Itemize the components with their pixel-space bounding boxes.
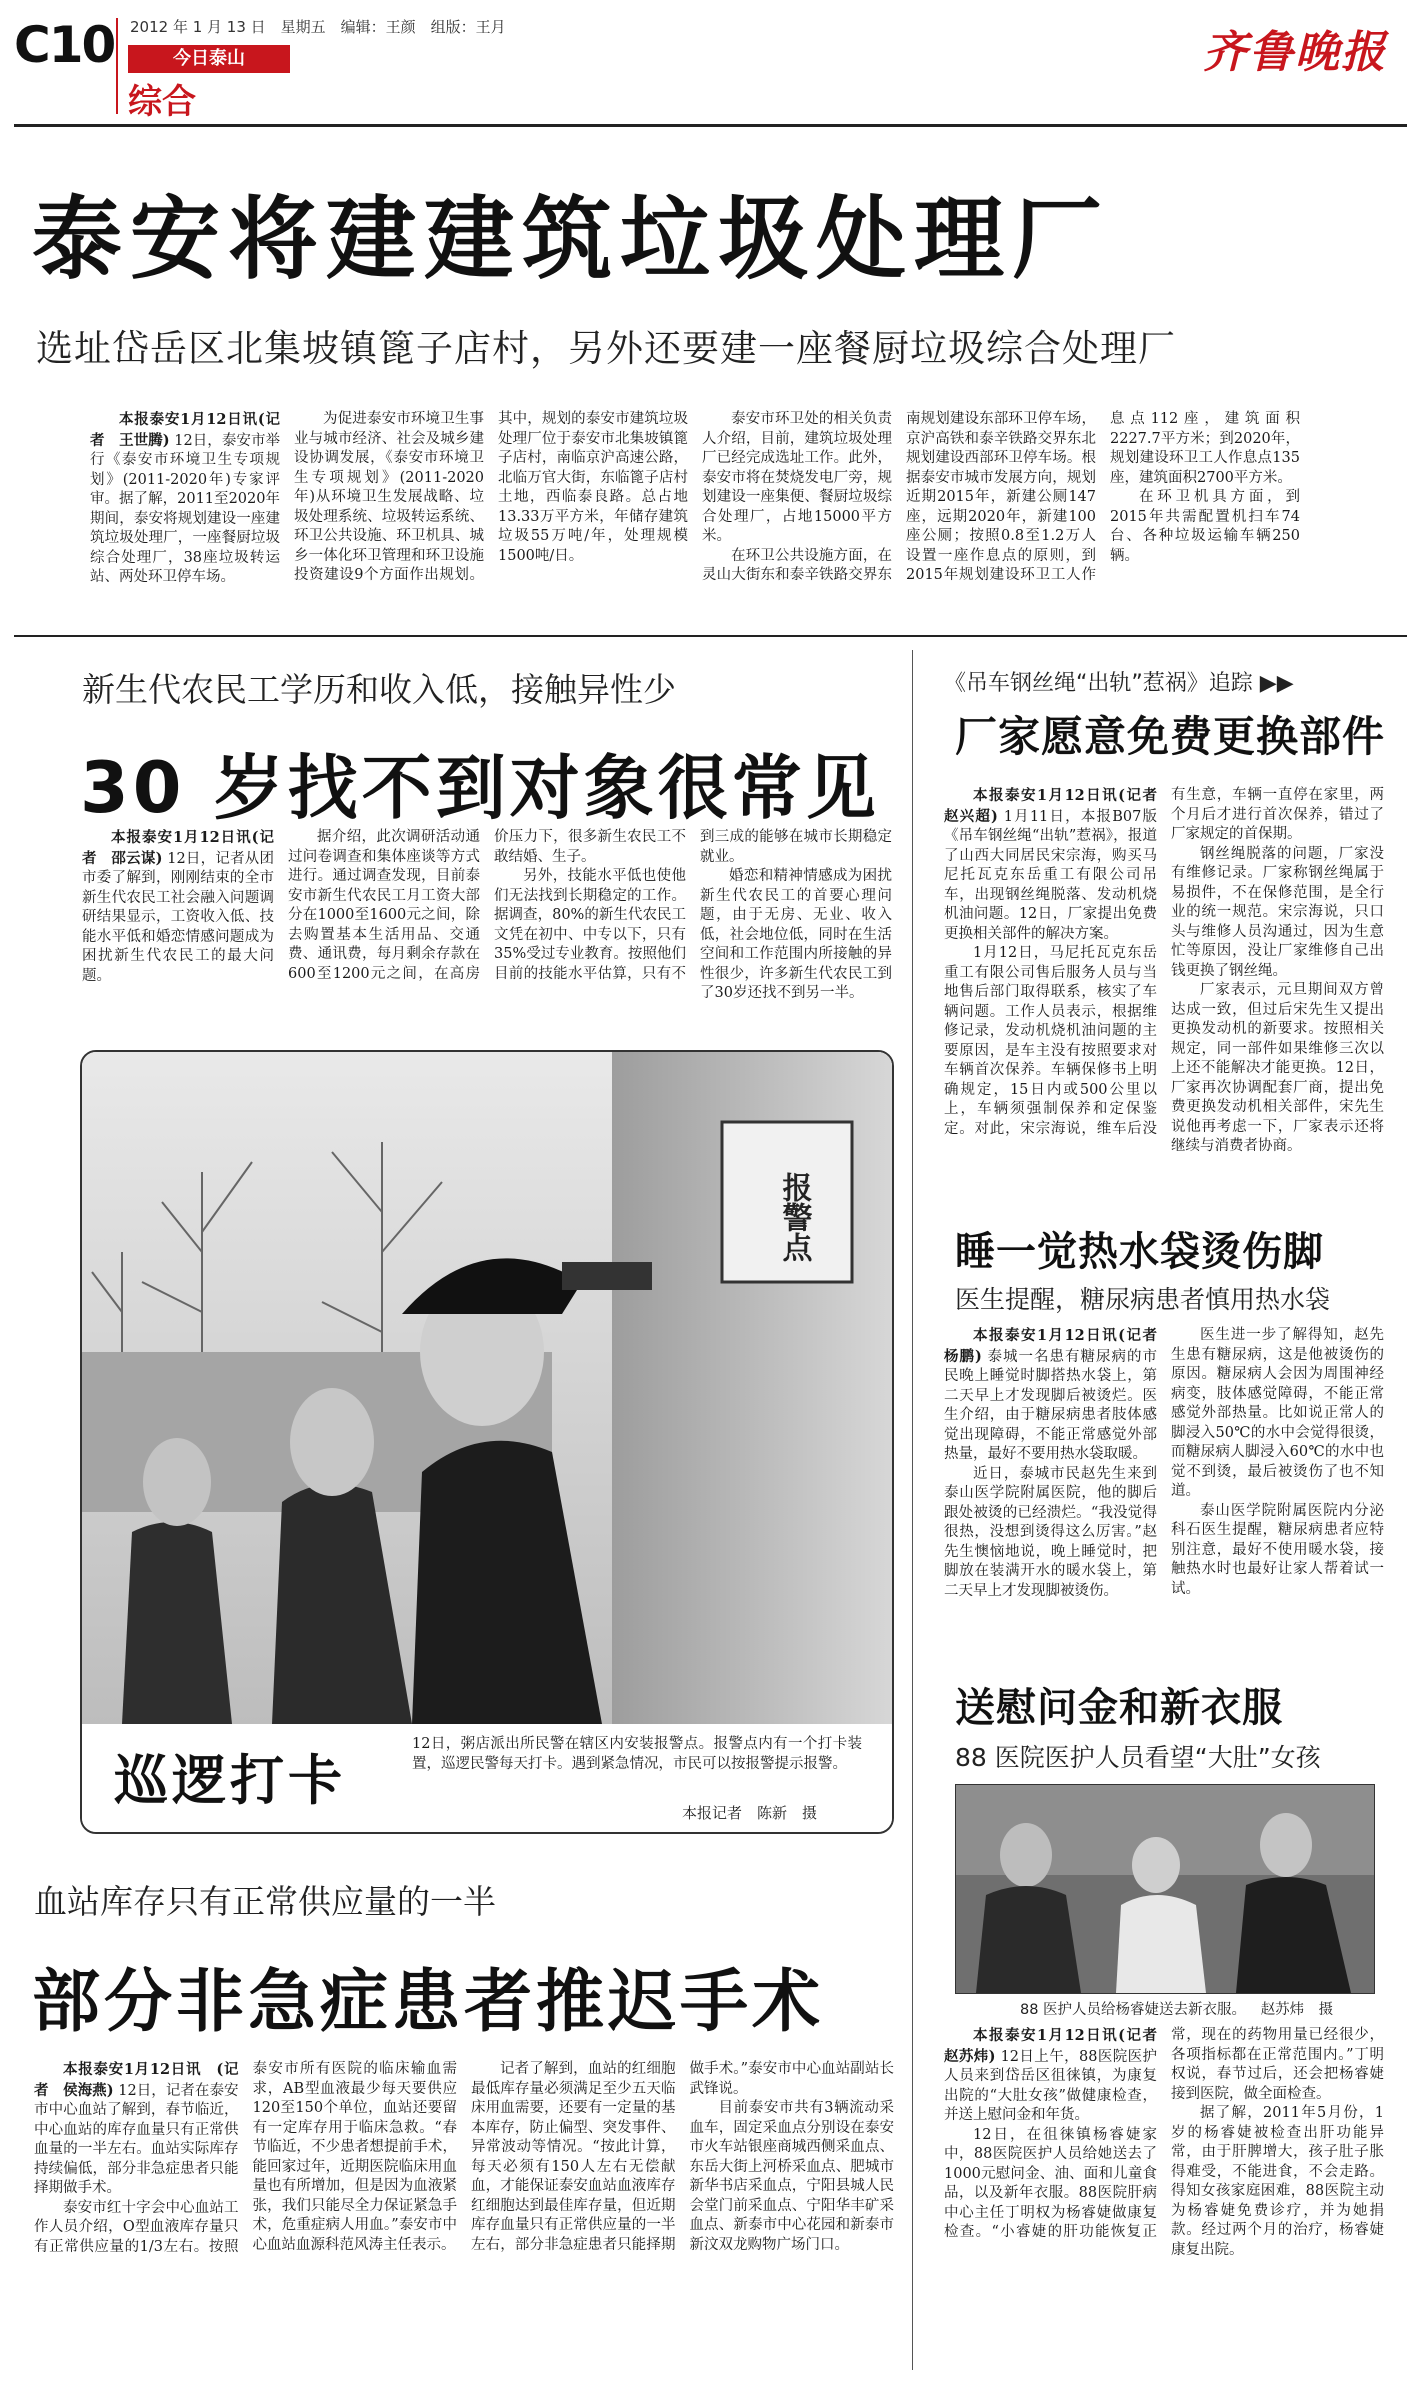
rail-b-byline: 本报泰安1月12日讯(记者 杨鹏) bbox=[944, 1327, 1172, 1365]
lead-subheadline: 选址岱岳区北集坡镇篦子店村，另外还要建一座餐厨垃圾综合处理厂 bbox=[36, 327, 1176, 370]
rail-c-headline: 送慰问金和新衣服 bbox=[955, 1685, 1283, 1731]
issue-meta: 2012 年 1 月 13 日 星期五 编辑：王颜 组版：王月 bbox=[130, 18, 506, 36]
photo1-caption-box bbox=[82, 1724, 892, 1834]
rail-c-body: 本报泰安1月12日讯(记者 赵苏炜) 12日上午，88医院医护人员来到岱岳区徂徕镇，为康复出院的“大肚女孩”做健康检查，并送上慰问金和年货。 12日，在徂徕镇杨睿婕家中，88医院医护人员给她送去了1000元慰问金、油、面和儿童食品，以及新年衣服。88医院肝病中心主任丁明权为杨睿婕做康复检查。“小睿婕的肝功能恢复正常，现在的药物用量已经很少，各项指标都在正常范围内。”丁明权说，春节过后，还会把杨睿婕接到医院，做全面检查。 据了解，2011年5月份，1岁的杨睿婕被检查出肝功能异常，由于肝脾增大，孩子肚子胀得难受，不能进食，不会走路。得知女孩家庭困难，88医院主动为杨睿婕免费诊疗，并为她捐款。经过两个月的治疗，杨睿婕康复出院。 bbox=[944, 2027, 1384, 2258]
photo1-title: 巡逻打卡 bbox=[114, 1749, 346, 1812]
photo1-frame bbox=[80, 1050, 894, 1834]
lead-headline: 泰安将建建筑垃圾处理厂 bbox=[32, 187, 1110, 292]
rail-a-kicker: 《吊车钢丝绳“出轨”惹祸》追踪 ▶▶ bbox=[944, 671, 1294, 696]
page-number: C10 bbox=[14, 16, 115, 74]
rail-c-caption-text: 88 医护人员给杨睿婕送去新衣服。 bbox=[1020, 2002, 1247, 2018]
masthead bbox=[0, 0, 1417, 130]
rail-b-headline: 睡一觉热水袋烫伤脚 bbox=[955, 1229, 1324, 1275]
photo1-credit: 本报记者 陈新 摄 bbox=[682, 1804, 818, 1822]
masthead-divider bbox=[116, 18, 118, 114]
rail-a-byline: 本报泰安1月12日讯(记者 赵兴超) bbox=[944, 787, 1172, 825]
visit-photo-new-clothes bbox=[1116, 1895, 1206, 1993]
article2-body: 本报泰安1月12日讯(记者 邵云谋) 12日，记者从团市委了解到，刚刚结束的全市新生代农民工社会融入问题调研结果显示，工资收入低、技能水平低和婚恋情感问题成为困扰新生代农民工的最大问题。 据介绍，此次调研活动通过问卷调查和集体座谈等方式进行。通过调查发现，目前泰安市新生代农民工月工资大部分在1000至1600元之间，除去购置基本生活用品、交通费、通讯费，每月剩余存款在600至1200元之间，在高房价压力下，很多新生农民工不敢结婚、生子。 另外，技能水平低也使他们无法找到长期稳定的工作。据调查，80%的新生代农民工文凭在初中、中专以下，只有35%受过专业教育。按照他们目前的技能水平估算，只有不到三成的能够在城市长期稳定就业。 婚恋和精神情感成为困扰新生代农民工的首要心理问题，由于无房、无业、收入低，社会地位低，同时在生活空间和工作范围内所接触的异性很少，许多新生代农民工到了30岁还找不到另一半。 bbox=[82, 829, 892, 1001]
article2-kicker: 新生代农民工学历和收入低，接触异性少 bbox=[82, 670, 676, 709]
photo1-caption: 12日，粥店派出所民警在辖区内安装报警点。报警点内有一个打卡装置，巡逻民警每天打卡。遇到紧急情况，市民可以按报警提示报警。 bbox=[412, 1736, 862, 1772]
section-tag: 今日泰山 bbox=[128, 45, 290, 73]
visit-photo-nurse bbox=[1260, 1813, 1312, 1877]
article3-byline: 本报泰安1月12日讯 (记者 侯海燕) bbox=[34, 2061, 239, 2099]
column-divider bbox=[912, 650, 913, 2370]
rail-a-headline: 厂家愿意免费更换部件 bbox=[955, 712, 1386, 761]
article3-kicker: 血站库存只有正常供应量的一半 bbox=[34, 1882, 496, 1921]
rail-c-credit: 赵苏炜 摄 bbox=[1260, 2002, 1334, 2018]
rail-c-subheadline: 88 医院医护人员看望“大肚”女孩 bbox=[955, 1743, 1321, 1772]
section-name: 综合 bbox=[128, 82, 196, 122]
rail-b-subheadline: 医生提醒，糖尿病患者慎用热水袋 bbox=[955, 1285, 1331, 1314]
lead-body: 本报泰安1月12日讯(记者 王世腾) 12日，泰安市举行《泰安市环境卫生专项规划》(2011-2020年)专家评审。据了解，2011至2020年期间，泰安将规划建设一座建筑垃圾处理厂，一座餐厨垃圾综合处理厂，38座垃圾转运站、两处环卫停车场。 为促进泰安市环境卫生事业与城市经济、社会及城乡建设协调发展，《泰安市环境卫生专项规划》(2011-2020年)从环境卫生发展战略、垃圾处理系统、垃圾转运系统、环卫公共设施、环卫机具、城乡一体化环卫管理和环卫设施投资建设9个方面作出规划。其中，规划的泰安市建筑垃圾处理厂位于泰安市北集坡镇篦子店村，南临京沪高速公路，北临万官大街，东临篦子店村土地，西临泰良路。总占地13.33万平方米，年储存建筑垃圾55万吨/年，处理规模1500吨/日。 泰安市环卫处的相关负责人介绍，目前，建筑垃圾处理厂已经完成选址工作。此外，泰安市将在焚烧发电厂旁，规划建设一座集便、餐厨垃圾综合处理厂，占地15000平方米。 在环卫公共设施方面，在灵山大街东和泰辛铁路交界东南规划建设东部环卫停车场，京沪高铁和泰辛铁路交界东北规划建设西部环卫停车场。根据泰安市城市发展方向，规划近期2015年，新建公厕147座，远期2020年，新建100座公厕；按照0.8至1.2万人设置一座作息点的原则，到2015年规划建设环卫工人作息点112座，建筑面积2227.7平方米；到2020年，规划建设环卫工人作息点135座，建筑面积2700平方米。 在环卫机具方面，到2015年共需配置机扫车74台、各种垃圾运输车辆250辆。 bbox=[90, 411, 1300, 585]
lead-byline: 本报泰安1月12日讯(记者 王世腾) bbox=[90, 411, 280, 449]
article3-headline: 部分非急症患者推迟手术 bbox=[32, 1963, 825, 2042]
rail-c-byline: 本报泰安1月12日讯(记者 赵苏炜) bbox=[944, 2027, 1172, 2065]
article3-body: 本报泰安1月12日讯 (记者 侯海燕) 12日，记者在泰安市中心血站了解到，春节临近，中心血站的库存血量只有正常供血量的一半左右。血站实际库存持续偏低，部分非急症患者只能择期做手术。 泰安市红十字会中心血站工作人员介绍，O型血液库存量只有正常供应量的1/3左右。按照泰安市所有医院的临床输血需求，AB型血液最少每天要供应120至150个单位，血站还要留有一定库存用于临床急救。“春节临近，不少患者想提前手术，能回家过年，近期医院临床用血量也有所增加，但是因为血液紧张，我们只能尽全力保证紧急手术，危重症病人用血。”泰安市中心血站血源科范风涛主任表示。 记者了解到，血站的红细胞最低库存量必须满足至少五天临床用血需要，还要有一定量的基本库存，防止偏型、突发事件、异常波动等情况。“按此计算，每天必须有150人左右无偿献血，才能保证泰安血站血液库存红细胞达到最佳库存量，但近期库存血量只有正常供应量的一半左右，部分非急症患者只能择期做手术。”泰安市中心血站副站长武锋说。 目前泰安市共有3辆流动采血车，固定采血点分别设在泰安市火车站银座商城西侧采血点、东岳大街上河桥采血点、肥城市新华书店采血点，宁阳县城人民会堂门前采血点、宁阳华丰矿采血点、新泰市中心花园和新泰市新汶双龙购物广场门口。 bbox=[34, 2061, 894, 2255]
visit-photo-woman-left bbox=[1000, 1823, 1052, 1887]
masthead-rule bbox=[14, 124, 1407, 127]
newspaper-logo: 齐鲁晚报 bbox=[1203, 27, 1387, 78]
rail-b-body: 本报泰安1月12日讯(记者 杨鹏) 泰城一名患有糖尿病的市民晚上睡觉时脚搭热水袋上，第二天早上才发现脚后被烫烂。医生介绍，由于糖尿病患者肢体感觉出现障碍，不能正常感觉外部热量，最好不要用热水袋取暖。 近日，泰城市民赵先生来到泰山医学院附属医院，他的脚后跟处被烫的已经溃烂。“我没觉得很热，没想到烫得这么厉害。”赵先生懊恼地说，晚上睡觉时，把脚放在装满开水的暖水袋上，第二天早上才发现脚被烫伤。 医生进一步了解得知，赵先生患有糖尿病，这是他被烫伤的原因。糖尿病人会因为周围神经病变，肢体感觉障碍，不能正常感觉外部热量。比如说正常人的脚浸入50℃的水中会觉得很烫，而糖尿病人脚浸入60℃的水中也觉不到烫，最后被烫伤了也不知道。 泰山医学院附属医院内分泌科石医生提醒，糖尿病患者应特别注意，最好不使用暖水袋，接触热水时也最好让家人帮着试一试。 bbox=[944, 1327, 1384, 1599]
patrol-photo bbox=[82, 1052, 892, 1724]
lead-bottom-rule bbox=[14, 635, 1407, 637]
photo-alarm-sign: 报警点 bbox=[776, 1172, 812, 1262]
rail-c-caption bbox=[1020, 1998, 1333, 2019]
visit-photo bbox=[955, 1784, 1375, 1994]
article2-headline: 30 岁找不到对象很常见 bbox=[80, 747, 880, 829]
article2-byline: 本报泰安1月12日讯(记者 邵云谋) bbox=[82, 829, 274, 867]
visit-photo-child bbox=[1132, 1837, 1180, 1893]
rail-a-body: 本报泰安1月12日讯(记者 赵兴超) 1月11日，本报B07版《吊车钢丝绳“出轨”惹祸》，报道了山西大同居民宋宗海，购买马尼托瓦克东岳重工有限公司吊车，出现钢丝绳脱落、发动机烧机油问题。12日，厂家提出免费更换相关部件的解决方案。 1月12日，马尼托瓦克东岳重工有限公司售后服务人员与当地售后部门取得联系，核实了车辆问题。工作人员表示，根据维修记录，发动机烧机油问题的主要原因，是车主没有按照要求对车辆首次保养。车辆保修书上明确规定，15日内或500公里以上，车辆须强制保养和定保鉴定。对此，宋宗海说，维车后没有生意，车辆一直停在家里，两个月后才进行首次保养，错过了厂家规定的首保期。 钢丝绳脱落的问题，厂家没有维修记录。厂家称钢丝绳属于易损件，不在保修范围，是全行业的统一规范。宋宗海说，只口头与维修人员沟通过，因为生意忙等原因，没让厂家维修自己出钱更换了钢丝绳。 厂家表示，元旦期间双方曾达成一致，但过后宋先生又提出更换发动机的新要求。按照相关规定，同一部件如果维修三次以上还不能解决才能更换。12日，厂家再次协调配套厂商，提出免费更换发动机相关部件，宋先生说他再考虑一下，厂家表示还将继续与消费者协商。 bbox=[944, 787, 1384, 1154]
